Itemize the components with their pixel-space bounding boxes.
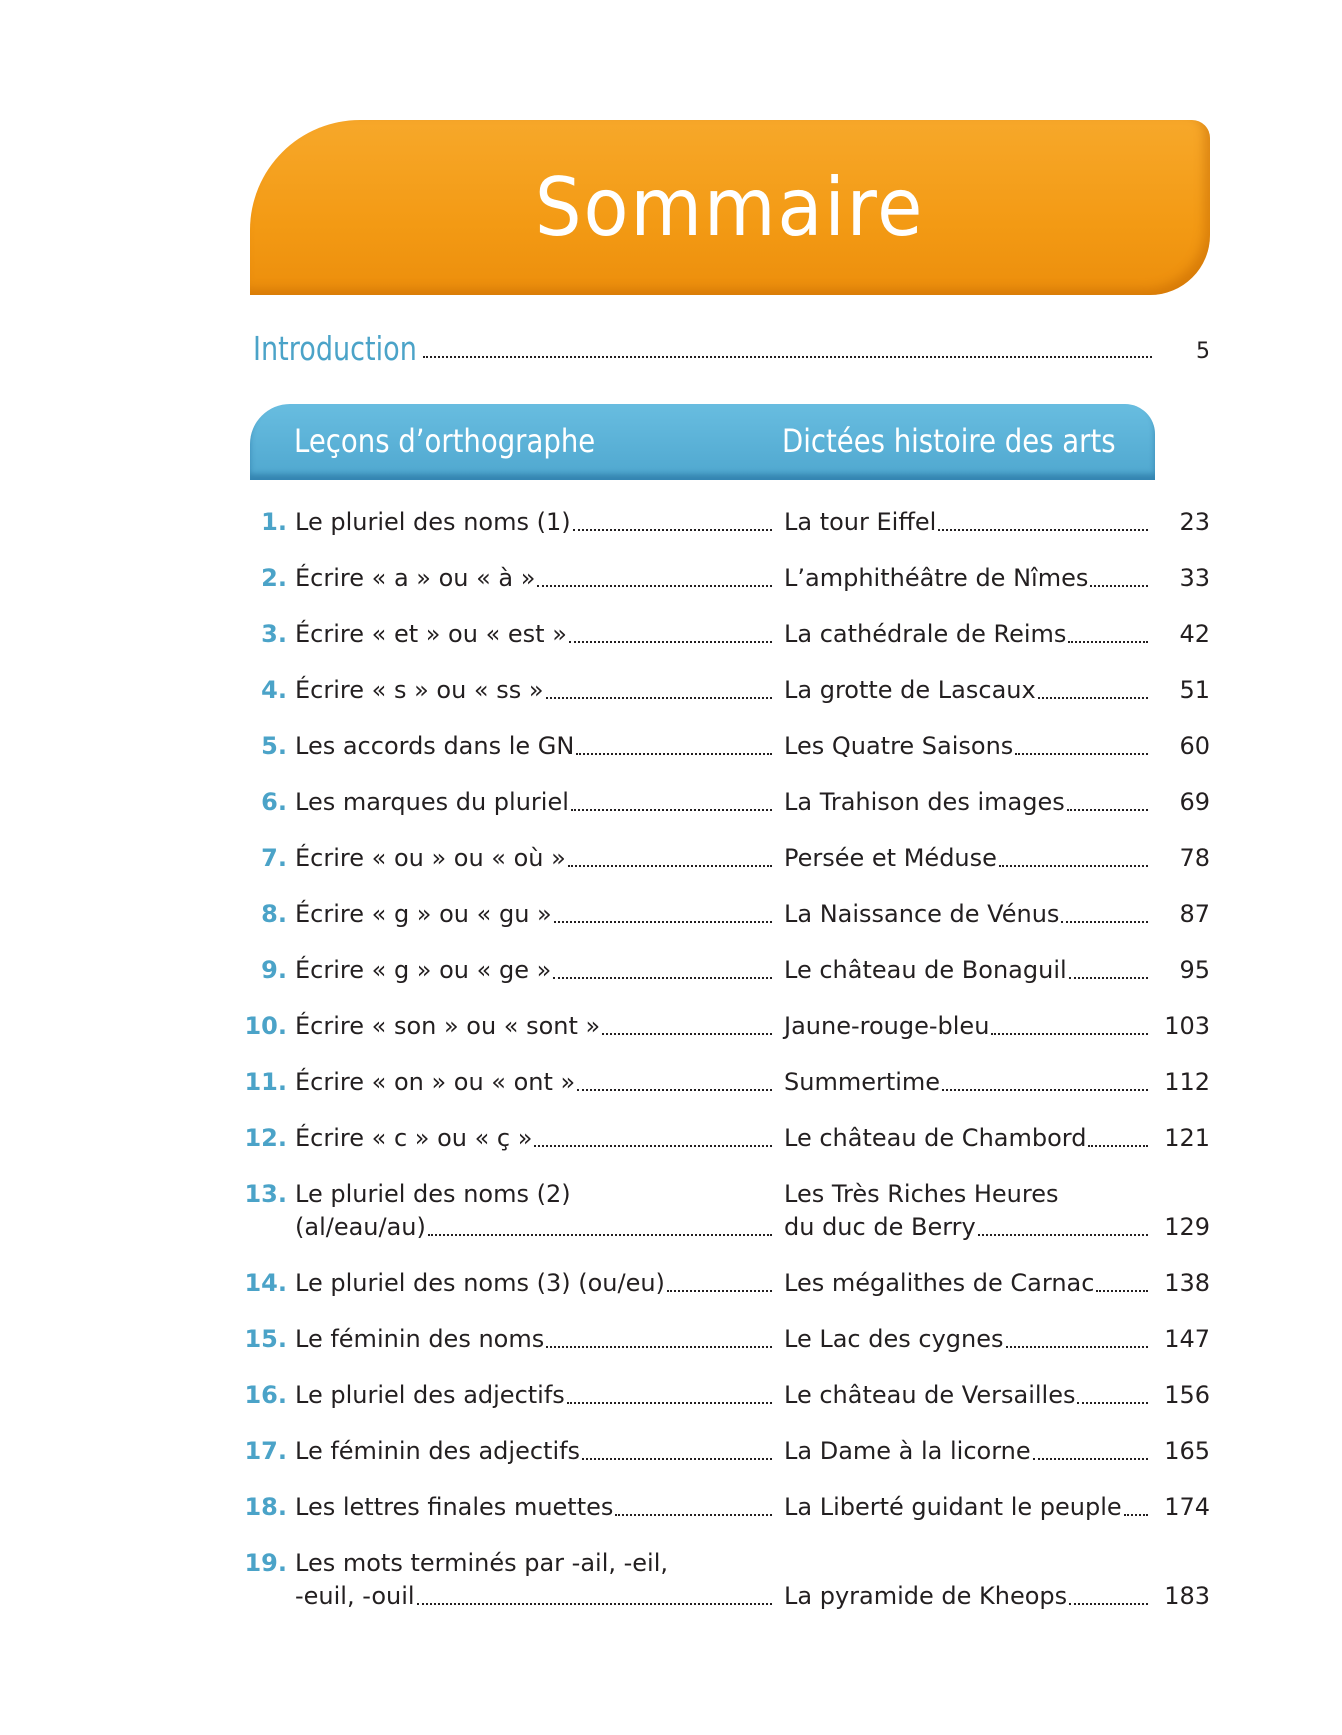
page-number: 60 <box>1179 732 1210 760</box>
dot-leader <box>582 1457 772 1460</box>
lesson-text: Le féminin des noms <box>295 1325 545 1353</box>
introduction-label: Introduction <box>253 329 417 368</box>
page-number: 147 <box>1164 1325 1210 1353</box>
dot-leader <box>428 1233 772 1236</box>
lesson-title <box>295 1210 774 1244</box>
dot-leader <box>1061 920 1148 923</box>
lesson-text: Le pluriel des adjectifs <box>295 1381 565 1409</box>
entry-number: 6. <box>261 788 287 816</box>
entry-number: 13. <box>244 1180 287 1208</box>
lesson-title <box>295 897 774 931</box>
dot-leader <box>534 1144 772 1147</box>
toc-entry[interactable] <box>0 1322 1342 1378</box>
toc-entry[interactable] <box>0 1009 1342 1065</box>
dot-leader <box>1088 1144 1148 1147</box>
dictation-text: La tour Eiffel <box>784 508 937 536</box>
lesson-title <box>295 1121 774 1155</box>
page-number: 112 <box>1164 1068 1210 1096</box>
dot-leader <box>568 864 772 867</box>
dictation-title <box>784 897 1150 931</box>
dot-leader <box>1015 752 1148 755</box>
dictation-text: La Liberté guidant le peuple <box>784 1493 1122 1521</box>
entry-number: 12. <box>244 1124 287 1152</box>
dictation-title <box>784 1579 1150 1613</box>
lesson-text: Écrire « son » ou « sont » <box>295 1012 601 1040</box>
toc-entry[interactable] <box>0 1266 1342 1322</box>
lesson-title <box>295 1579 774 1613</box>
lesson-title <box>295 1266 774 1300</box>
entry-number: 19. <box>244 1549 287 1577</box>
page-number: 69 <box>1179 788 1210 816</box>
dictation-title <box>784 1210 1150 1244</box>
lesson-title <box>295 673 774 707</box>
dot-leader <box>942 1088 1148 1091</box>
page-number: 183 <box>1164 1582 1210 1610</box>
lesson-text: Écrire « g » ou « gu » <box>295 900 552 928</box>
dictation-text: Summertime <box>784 1068 941 1096</box>
lesson-title <box>295 1490 774 1524</box>
page-title: Sommaire <box>535 161 925 254</box>
dictation-title <box>784 729 1150 763</box>
page-number: 103 <box>1164 1012 1210 1040</box>
entry-number: 9. <box>261 956 287 984</box>
toc-entry[interactable] <box>0 505 1342 561</box>
entry-number: 8. <box>261 900 287 928</box>
lesson-text: Le pluriel des noms (1) <box>295 508 571 536</box>
page-number: 42 <box>1179 620 1210 648</box>
dictation-text: L’amphithéâtre de Nîmes <box>784 564 1089 592</box>
dot-leader <box>978 1233 1148 1236</box>
lesson-text: Écrire « a » ou « à » <box>295 564 536 592</box>
toc-entry[interactable] <box>0 841 1342 897</box>
entry-number: 15. <box>244 1325 287 1353</box>
lesson-text: Le pluriel des noms (3) (ou/eu) <box>295 1269 665 1297</box>
dot-leader <box>1077 1401 1148 1404</box>
lesson-text: Le pluriel des noms (2) <box>295 1180 571 1208</box>
lesson-text: Le féminin des adjectifs <box>295 1437 581 1465</box>
dictation-text: Persée et Méduse <box>784 844 997 872</box>
dot-leader <box>546 1345 772 1348</box>
dictation-title <box>784 561 1150 595</box>
dot-leader <box>1096 1289 1148 1292</box>
page-number: 95 <box>1179 956 1210 984</box>
page-number: 174 <box>1164 1493 1210 1521</box>
page-number: 87 <box>1179 900 1210 928</box>
lesson-title <box>295 505 774 539</box>
toc-entry[interactable] <box>0 561 1342 617</box>
page-number: 165 <box>1164 1437 1210 1465</box>
dot-leader <box>938 528 1148 531</box>
dictation-text: Le château de Bonaguil <box>784 956 1067 984</box>
lesson-title-line1 <box>295 1546 774 1580</box>
dot-leader <box>576 752 772 755</box>
dot-leader <box>573 528 772 531</box>
dictation-title <box>784 1266 1150 1300</box>
entry-number: 11. <box>244 1068 287 1096</box>
lesson-text: Écrire « et » ou « est » <box>295 620 567 648</box>
toc-entry[interactable] <box>0 1434 1342 1490</box>
introduction-entry[interactable] <box>253 328 1210 368</box>
dictation-title <box>784 1490 1150 1524</box>
dictation-text: Jaune-rouge-bleu <box>784 1012 990 1040</box>
toc-entry[interactable] <box>0 729 1342 785</box>
page-number: 121 <box>1164 1124 1210 1152</box>
toc-entry[interactable] <box>0 1546 1342 1635</box>
dictation-title <box>784 1065 1150 1099</box>
entry-number: 18. <box>244 1493 287 1521</box>
lesson-title <box>295 1378 774 1412</box>
dictation-text: du duc de Berry <box>784 1213 976 1241</box>
lesson-title <box>295 1065 774 1099</box>
entry-number: 16. <box>244 1381 287 1409</box>
page-number: 156 <box>1164 1381 1210 1409</box>
lesson-title <box>295 729 774 763</box>
dictation-title <box>784 1378 1150 1412</box>
entry-number: 5. <box>261 732 287 760</box>
dictation-title <box>784 617 1150 651</box>
dot-leader <box>1069 976 1148 979</box>
dot-leader <box>1038 696 1148 699</box>
dictation-text: La Naissance de Vénus <box>784 900 1060 928</box>
dot-leader <box>1090 584 1148 587</box>
dictation-text: La cathédrale de Reims <box>784 620 1067 648</box>
dictation-title <box>784 1322 1150 1356</box>
dot-leader <box>546 696 772 699</box>
dictation-text: Les Très Riches Heures <box>784 1180 1059 1208</box>
dictation-text: Les Quatre Saisons <box>784 732 1014 760</box>
entry-number: 2. <box>261 564 287 592</box>
dot-leader <box>553 976 772 979</box>
dot-leader <box>571 808 772 811</box>
lesson-text: Écrire « ou » ou « où » <box>295 844 566 872</box>
dictation-title <box>784 1009 1150 1043</box>
dot-leader <box>999 864 1148 867</box>
lesson-title-line1 <box>295 1177 774 1211</box>
lesson-text: Les marques du pluriel <box>295 788 569 816</box>
dot-leader <box>1069 1602 1148 1605</box>
page-number: 138 <box>1164 1269 1210 1297</box>
lesson-text: Les lettres finales muettes <box>295 1493 614 1521</box>
dictation-title <box>784 953 1150 987</box>
dot-leader <box>423 355 1152 358</box>
dictation-text: La grotte de Lascaux <box>784 676 1036 704</box>
dictation-title <box>784 841 1150 875</box>
dictation-title <box>784 1121 1150 1155</box>
dot-leader <box>1124 1513 1148 1516</box>
dot-leader <box>567 1401 772 1404</box>
column-header-band <box>250 404 1155 480</box>
dictation-title <box>784 505 1150 539</box>
toc-entry[interactable] <box>0 617 1342 673</box>
lesson-text: Écrire « c » ou « ç » <box>295 1124 533 1152</box>
dictation-text: Les mégalithes de Carnac <box>784 1269 1095 1297</box>
dictation-text: Le Lac des cygnes <box>784 1325 1004 1353</box>
toc-entry[interactable] <box>0 953 1342 1009</box>
dictation-text: La Dame à la licorne <box>784 1437 1031 1465</box>
entry-number: 17. <box>244 1437 287 1465</box>
dot-leader <box>1067 808 1148 811</box>
toc-entry[interactable] <box>0 673 1342 729</box>
lesson-title <box>295 841 774 875</box>
dot-leader <box>667 1289 772 1292</box>
introduction-page: 5 <box>1196 339 1210 364</box>
lesson-title <box>295 1009 774 1043</box>
dictation-text: La Trahison des images <box>784 788 1065 816</box>
entry-number: 14. <box>244 1269 287 1297</box>
dot-leader <box>602 1032 772 1035</box>
dot-leader <box>577 1088 772 1091</box>
entry-number: 1. <box>261 508 287 536</box>
dictation-title <box>784 1434 1150 1468</box>
toc-entry[interactable] <box>0 1065 1342 1121</box>
lesson-text: Écrire « s » ou « ss » <box>295 676 544 704</box>
toc-entry[interactable] <box>0 1177 1342 1266</box>
column-header-lessons: Leçons d’orthographe <box>294 422 596 460</box>
lesson-text: Écrire « g » ou « ge » <box>295 956 552 984</box>
page-number: 78 <box>1179 844 1210 872</box>
dot-leader <box>1068 640 1148 643</box>
lesson-text: Écrire « on » ou « ont » <box>295 1068 576 1096</box>
toc-entry[interactable] <box>0 785 1342 841</box>
dot-leader <box>569 640 772 643</box>
dictation-text: Le château de Versailles <box>784 1381 1076 1409</box>
lesson-text: (al/eau/au) <box>295 1213 426 1241</box>
toc-entry[interactable] <box>0 1490 1342 1546</box>
page-number: 23 <box>1179 508 1210 536</box>
entry-number: 10. <box>244 1012 287 1040</box>
toc-entry[interactable] <box>0 897 1342 953</box>
lesson-title <box>295 1322 774 1356</box>
entry-number: 4. <box>261 676 287 704</box>
dictation-title <box>784 673 1150 707</box>
lesson-title <box>295 785 774 819</box>
toc-entry[interactable] <box>0 1378 1342 1434</box>
lesson-title <box>295 617 774 651</box>
entry-number: 7. <box>261 844 287 872</box>
dot-leader <box>1006 1345 1149 1348</box>
lesson-title <box>295 561 774 595</box>
entry-number: 3. <box>261 620 287 648</box>
lesson-text: Les accords dans le GN <box>295 732 575 760</box>
lesson-title <box>295 953 774 987</box>
lesson-text: -euil, -ouil <box>295 1582 415 1610</box>
page-number: 51 <box>1179 676 1210 704</box>
toc-entry[interactable] <box>0 1121 1342 1177</box>
page-number: 129 <box>1164 1213 1210 1241</box>
dictation-text: Le château de Chambord <box>784 1124 1087 1152</box>
title-banner <box>250 120 1210 295</box>
lesson-title <box>295 1434 774 1468</box>
lesson-text: Les mots terminés par -ail, -eil, <box>295 1549 669 1577</box>
dot-leader <box>615 1513 772 1516</box>
dictation-title-line1 <box>784 1177 1150 1211</box>
column-header-dictations: Dictées histoire des arts <box>782 422 1116 460</box>
dot-leader <box>537 584 772 587</box>
dot-leader <box>554 920 772 923</box>
dot-leader <box>417 1602 772 1605</box>
dictation-text: La pyramide de Kheops <box>784 1582 1068 1610</box>
dictation-title <box>784 785 1150 819</box>
dot-leader <box>1033 1457 1148 1460</box>
page-number: 33 <box>1179 564 1210 592</box>
dot-leader <box>991 1032 1148 1035</box>
